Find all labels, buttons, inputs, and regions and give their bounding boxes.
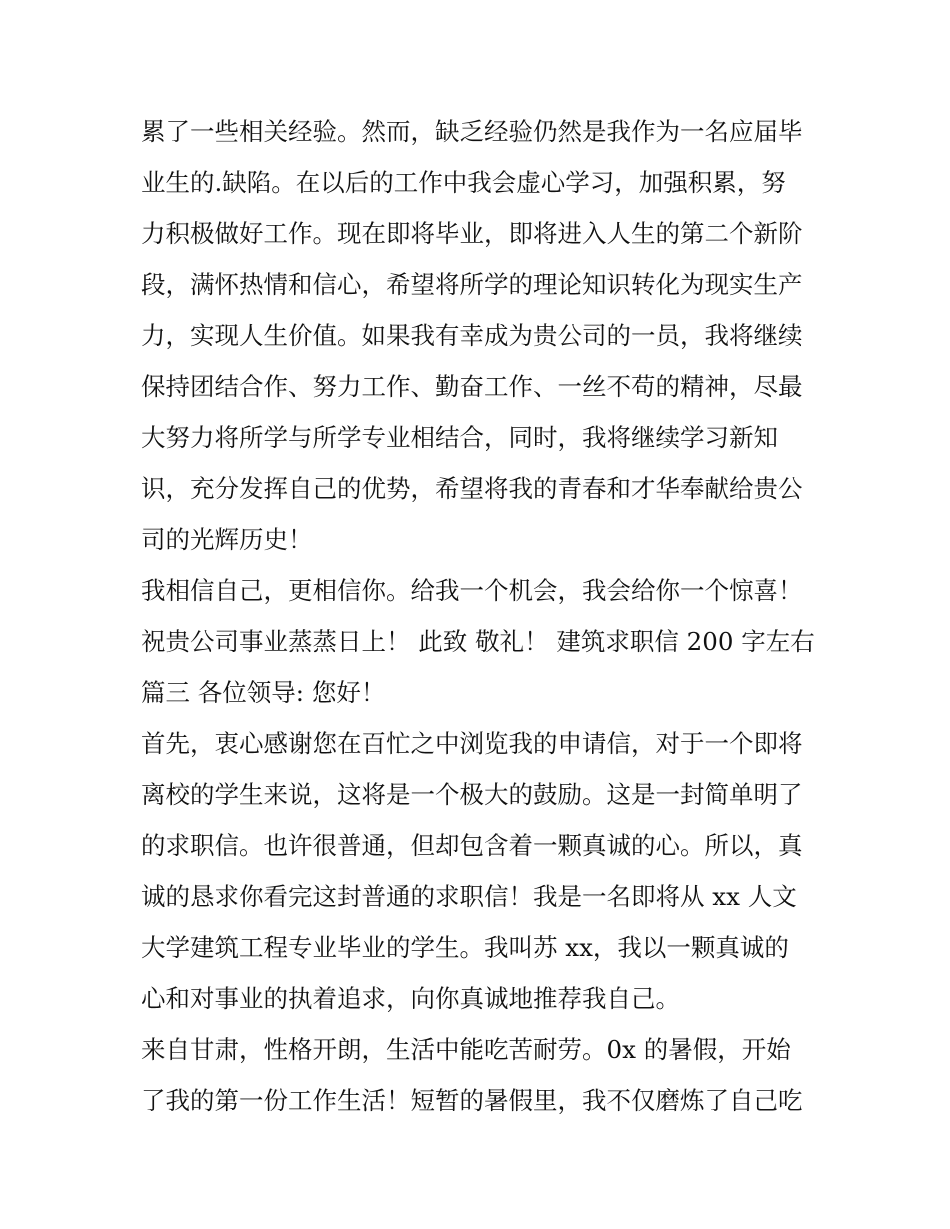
text-line: 的求职信。也许很普通，但却包含着一颗真诚的心。所以，真 — [141, 831, 803, 860]
document-body — [141, 106, 821, 1126]
text-line: 我相信自己，更相信你。给我一个机会，我会给你一个惊喜！ — [141, 576, 803, 605]
text-line: 离校的学生来说，这将是一个极大的鼓励。这是一封简单明了 — [141, 780, 803, 809]
text-line: 祝贵公司事业蒸蒸日上！ 此致 敬礼！ 建筑求职信 200 字左右 — [141, 627, 815, 656]
text-line: 力积极做好工作。现在即将毕业，即将进入人生的第二个新阶 — [141, 219, 803, 248]
text-line: 来自甘肃，性格开朗，生活中能吃苦耐劳。0x 的暑假，开始 — [141, 1035, 791, 1064]
text-line: 业生的.缺陷。在以后的工作中我会虚心学习，加强积累，努 — [141, 168, 786, 197]
text-line: 首先，衷心感谢您在百忙之中浏览我的申请信，对于一个即将 — [141, 729, 803, 758]
text-line: 大学建筑工程专业毕业的学生。我叫苏 xx，我以一颗真诚的 — [141, 933, 789, 962]
text-line: 保持团结合作、努力工作、勤奋工作、一丝不苟的精神，尽最 — [141, 372, 803, 401]
text-line: 段，满怀热情和信心，希望将所学的理论知识转化为现实生产 — [141, 270, 803, 299]
text-line: 篇三 各位领导: 您好！ — [141, 678, 386, 707]
text-line: 大努力将所学与所学专业相结合，同时，我将继续学习新知 — [141, 423, 778, 452]
text-line: 了我的第一份工作生活！短暂的暑假里，我不仅磨炼了自己吃 — [141, 1086, 803, 1115]
text-line: 心和对事业的执着追求，向你真诚地推荐我自己。 — [141, 984, 680, 1013]
text-line: 力，实现人生价值。如果我有幸成为贵公司的一员，我将继续 — [141, 321, 803, 350]
text-line: 累了一些相关经验。然而，缺乏经验仍然是我作为一名应届毕 — [141, 117, 803, 146]
text-line: 识，充分发挥自己的优势，希望将我的青春和才华奉献给贵公 — [141, 474, 803, 503]
text-line: 诚的恳求你看完这封普通的求职信！我是一名即将从 xx 人文 — [141, 882, 797, 911]
text-line: 司的光辉历史！ — [141, 525, 313, 554]
